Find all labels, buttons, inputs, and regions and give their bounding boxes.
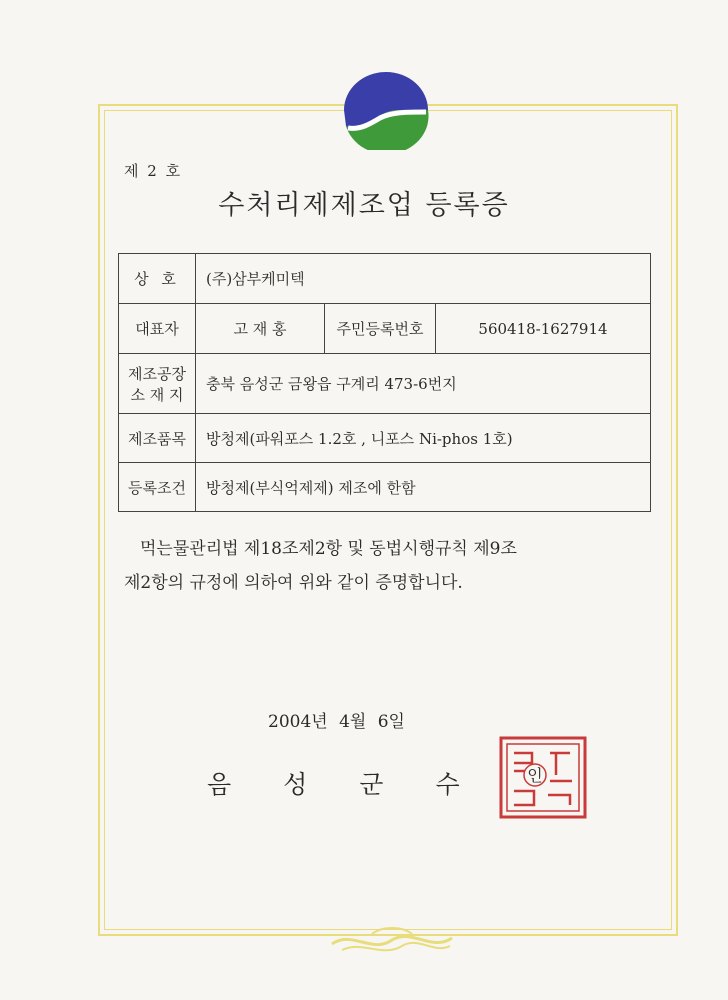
representative-label: 대표자 xyxy=(119,304,196,354)
representative-value: 고 재 홍 xyxy=(196,304,325,354)
factory-location-label xyxy=(119,354,196,414)
factory-location-label-line2: 소 재 지 xyxy=(130,385,184,404)
table-row xyxy=(119,354,651,414)
issue-date: 2004년 4월 6일 xyxy=(268,712,405,732)
factory-location-label-line1: 제조공장 xyxy=(128,364,186,383)
table-row xyxy=(119,414,651,463)
certificate-title: 수처리제제조업 등록증 xyxy=(218,190,510,221)
county-emblem-icon xyxy=(340,68,432,150)
resident-number-label: 주민등록번호 xyxy=(325,304,436,354)
certificate-number: 제 2 호 xyxy=(124,162,183,180)
conditions-label: 등록조건 xyxy=(119,463,196,512)
seal-char: 인 xyxy=(527,766,543,785)
table-row xyxy=(119,463,651,512)
registration-info-table xyxy=(118,253,651,512)
conditions-value: 방청제(부식억제제) 제조에 한함 xyxy=(196,463,651,512)
statement-line-2: 제2항의 규정에 의하여 위와 같이 증명합니다. xyxy=(124,573,463,593)
decorative-flourish-icon xyxy=(322,920,462,960)
resident-number-value: 560418-1627914 xyxy=(436,304,651,354)
table-row xyxy=(119,254,651,304)
products-value: 방청제(파워포스 1.2호 , 니포스 Ni-phos 1호) xyxy=(196,414,651,463)
factory-location-value: 충북 음성군 금왕읍 구계리 473-6번지 xyxy=(196,354,651,414)
table-row xyxy=(119,304,651,354)
trade-name-value: (주)삼부케미텍 xyxy=(196,254,651,304)
products-label: 제조품목 xyxy=(119,414,196,463)
statement-line-1: 먹는물관리법 제18조제2항 및 동법시행규칙 제9조 xyxy=(140,539,517,559)
certification-statement xyxy=(124,532,644,600)
issuer-name: 음성군수 xyxy=(207,770,512,799)
trade-name-label: 상 호 xyxy=(119,254,196,304)
official-seal-icon xyxy=(498,735,588,820)
